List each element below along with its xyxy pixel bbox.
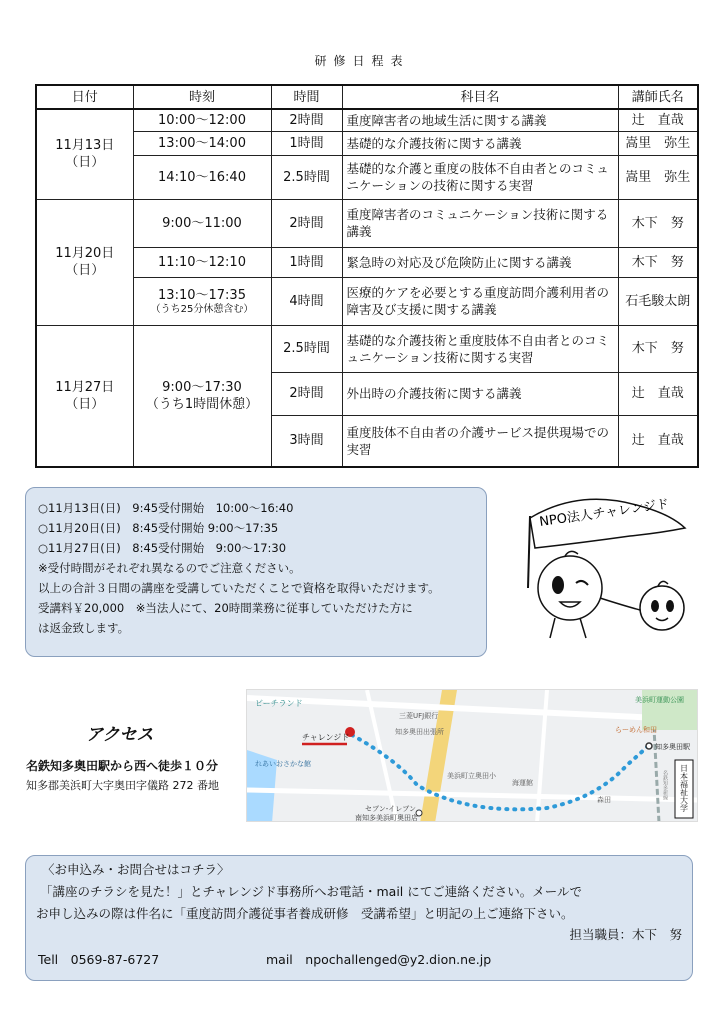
station-marker bbox=[646, 743, 652, 749]
table-row bbox=[36, 155, 698, 199]
mascot-illustration bbox=[510, 488, 700, 648]
access-title: アクセス bbox=[86, 725, 154, 745]
break-note: （うち1時間休憩） bbox=[145, 396, 259, 412]
map-label-park: 美浜町運動公園 bbox=[635, 696, 684, 704]
table-row bbox=[36, 325, 698, 372]
schedule-title: 研修日程表 bbox=[314, 54, 410, 68]
time-cell: 9:00～11:00 bbox=[133, 199, 271, 247]
subject-cell: 重度障害者のコミュニケーション技術に関する講義 bbox=[342, 199, 618, 247]
break-note: （うち25分休憩含む） bbox=[150, 303, 254, 315]
contact-email[interactable]: mail npochallenged@y2.dion.ne.jp bbox=[266, 952, 492, 967]
big-mascot-eye bbox=[552, 576, 564, 594]
hours-cell: 2時間 bbox=[271, 372, 342, 415]
map-label-station: 知多奥田駅 bbox=[655, 743, 690, 751]
info-line: ○11月13日(日) 9:45受付開始 10:00～16:40 bbox=[38, 501, 294, 515]
subject-cell: 基礎的な介護と重度の肢体不自由者とのコミュニケーションの技術に関する実習 bbox=[342, 155, 618, 199]
info-line: ○11月27日(日) 8:45受付開始 9:00～17:30 bbox=[38, 541, 287, 555]
subject-cell: 緊急時の対応及び危険防止に関する講義 bbox=[342, 247, 618, 277]
hours-cell: 4時間 bbox=[271, 277, 342, 325]
map-label-seven2: 南知多美浜町奥田店 bbox=[355, 814, 418, 822]
time-text: 13:10～17:35 bbox=[158, 287, 246, 303]
map-label-ramen: らーめん和田 bbox=[615, 726, 657, 734]
map-label-challenged: チャレンジド bbox=[302, 733, 350, 742]
small-mascot-eye bbox=[651, 600, 659, 612]
map-label-bank: 三菱UFJ銀行 bbox=[399, 712, 439, 720]
subject-cell: 外出時の介護技術に関する講義 bbox=[342, 372, 618, 415]
lecturer-cell: 辻 直哉 bbox=[618, 109, 698, 131]
subject-cell: 医療的ケアを必要とする重度訪問介護利用者の障害及び支援に関する講義 bbox=[342, 277, 618, 325]
subject-cell: 重度肢体不自由者の介護サービス提供現場での実習 bbox=[342, 415, 618, 467]
hours-cell: 2.5時間 bbox=[271, 325, 342, 372]
lecturer-cell: 石毛駿太朗 bbox=[618, 277, 698, 325]
access-address: 知多郡美浜町大字奥田字儀路 272 番地 bbox=[26, 779, 219, 792]
table-header-row bbox=[36, 85, 698, 109]
date-cell bbox=[36, 109, 133, 199]
map-label-univ: 日本福祉大学 bbox=[679, 764, 689, 812]
contact-box bbox=[25, 855, 693, 981]
map-label-office: 知多奥田出張所 bbox=[395, 728, 444, 736]
hours-cell: 1時間 bbox=[271, 131, 342, 155]
map-label-mori: 森田 bbox=[597, 796, 611, 804]
lecturer-cell: 嵩里 弥生 bbox=[618, 155, 698, 199]
hours-cell: 2時間 bbox=[271, 109, 342, 131]
info-line: ○11月20日(日) 8:45受付開始 9:00～17:35 bbox=[38, 521, 279, 535]
hours-cell: 2時間 bbox=[271, 199, 342, 247]
holding-hands bbox=[600, 598, 640, 610]
subject-cell: 重度障害者の地域生活に関する講義 bbox=[342, 109, 618, 131]
small-mascot-eye bbox=[666, 600, 674, 612]
subject-cell: 基礎的な介護技術に関する講義 bbox=[342, 131, 618, 155]
time-text: 9:00～17:30 bbox=[162, 379, 242, 395]
map-label-seven1: セブン-イレブン bbox=[365, 805, 416, 813]
time-cell bbox=[133, 325, 271, 467]
schedule-table bbox=[35, 84, 699, 468]
header-date: 日付 bbox=[36, 85, 133, 109]
date-cell bbox=[36, 325, 133, 467]
contact-line: お申し込みの際は件名に「重度訪問介護従事者養成研修 受講希望」と明記の上ご連絡下さい。 bbox=[36, 906, 574, 921]
map-label-road: 名鉄知多新線 bbox=[662, 770, 668, 800]
header-subject: 科目名 bbox=[342, 85, 618, 109]
contact-heading: 〈お申込み・お問合せはコチラ〉 bbox=[42, 862, 230, 877]
flag-text: NPO法人チャレンジド bbox=[538, 496, 671, 530]
lecturer-cell: 木下 努 bbox=[618, 199, 698, 247]
date-text: 11月27日 bbox=[55, 379, 115, 395]
schedule-info-box bbox=[25, 487, 487, 657]
time-cell: 11:10～12:10 bbox=[133, 247, 271, 277]
map-canvas bbox=[247, 690, 698, 822]
contact-staff: 担当職員：木下 努 bbox=[569, 927, 682, 942]
big-mascot-face bbox=[538, 556, 602, 620]
header-time: 時刻 bbox=[133, 85, 271, 109]
dow-text: （日） bbox=[65, 155, 105, 171]
info-line: 受講料￥20,000 ※当法人にて、20時間業務に従事していただけた方に bbox=[38, 601, 413, 615]
info-line: 以上の合計３日間の講座を受講していただくことで資格を取得いただけます。 bbox=[38, 581, 440, 595]
table-row bbox=[36, 247, 698, 277]
subject-cell: 基礎的な介護技術と重度肢体不自由者とのコミュニケーション技術に関する実習 bbox=[342, 325, 618, 372]
time-cell: 10:00～12:00 bbox=[133, 109, 271, 131]
table-row bbox=[36, 199, 698, 247]
access-directions: 名鉄知多奥田駅から西へ徒歩１０分 bbox=[26, 759, 219, 773]
lecturer-cell: 嵩里 弥生 bbox=[618, 131, 698, 155]
map-label-school: 美浜町立奥田小 bbox=[447, 772, 496, 780]
hours-cell: 1時間 bbox=[271, 247, 342, 277]
table-row bbox=[36, 109, 698, 131]
contact-line: 「講座のチラシを見た！」とチャレンジド事務所へお電話・mail にてご連絡ください。メールで bbox=[40, 884, 583, 899]
access-map bbox=[246, 689, 698, 822]
contact-phone[interactable]: Tell 0569-87-6727 bbox=[38, 952, 160, 967]
small-mascot-face bbox=[640, 586, 684, 630]
hours-cell: 2.5時間 bbox=[271, 155, 342, 199]
big-mascot-legs bbox=[550, 618, 586, 638]
time-cell: 14:10～16:40 bbox=[133, 155, 271, 199]
date-cell bbox=[36, 199, 133, 325]
info-line: は返金致します。 bbox=[38, 621, 130, 635]
map-label-kaiun: 海運館 bbox=[512, 779, 533, 787]
header-hours: 時間 bbox=[271, 85, 342, 109]
hours-cell: 3時間 bbox=[271, 415, 342, 467]
table-row bbox=[36, 277, 698, 325]
dow-text: （日） bbox=[65, 263, 105, 278]
map-label-oasis: れあいおさかな館 bbox=[255, 760, 311, 768]
time-cell bbox=[133, 277, 271, 325]
lecturer-cell: 木下 努 bbox=[618, 325, 698, 372]
lecturer-cell: 木下 努 bbox=[618, 247, 698, 277]
info-line: ※受付時間がそれぞれ異なるのでご注意ください。 bbox=[38, 561, 301, 575]
flag-pole bbox=[528, 516, 530, 588]
lecturer-cell: 辻 直哉 bbox=[618, 372, 698, 415]
header-lecturer: 講師氏名 bbox=[618, 85, 698, 109]
dow-text: （日） bbox=[65, 396, 105, 412]
date-text: 11月13日 bbox=[55, 138, 115, 154]
table-row bbox=[36, 131, 698, 155]
map-label-beach: ビーチランド bbox=[255, 699, 303, 708]
lecturer-cell: 辻 直哉 bbox=[618, 415, 698, 467]
date-text: 11月20日 bbox=[55, 246, 115, 261]
time-cell: 13:00～14:00 bbox=[133, 131, 271, 155]
